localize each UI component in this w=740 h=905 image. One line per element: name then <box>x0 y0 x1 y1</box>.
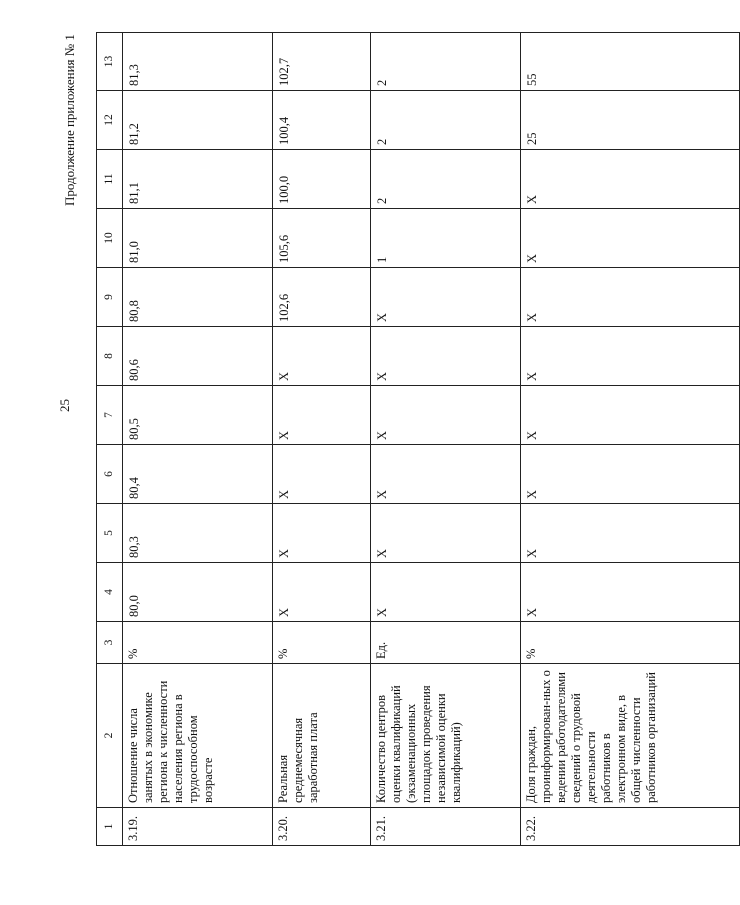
value-cell: X <box>520 327 739 386</box>
column-number: 9 <box>97 268 123 327</box>
column-number: 5 <box>97 504 123 563</box>
value-cell: 102,7 <box>272 33 371 91</box>
value-cell: X <box>520 209 739 268</box>
table-row <box>272 33 371 846</box>
value-cell: X <box>520 268 739 327</box>
table-row <box>371 33 521 846</box>
value-cell: 80,4 <box>122 445 272 504</box>
value-cell: 25 <box>520 91 739 150</box>
value-cell: X <box>371 327 521 386</box>
value-cell: X <box>520 504 739 563</box>
value-cell: 81,3 <box>122 33 272 91</box>
value-cell: X <box>371 563 521 622</box>
value-cell: X <box>371 504 521 563</box>
page-number: 25 <box>57 399 72 412</box>
value-cell: 55 <box>520 33 739 91</box>
table-row <box>122 33 272 846</box>
value-cell: 80,3 <box>122 504 272 563</box>
continuation-label: Продолжение приложения № 1 <box>62 34 77 206</box>
value-cell: 80,5 <box>122 386 272 445</box>
unit-cell: Ед. <box>371 622 521 664</box>
value-cell: 2 <box>371 150 521 209</box>
value-cell: X <box>272 386 371 445</box>
value-cell: 80,0 <box>122 563 272 622</box>
column-number: 3 <box>97 622 123 664</box>
value-cell: X <box>520 445 739 504</box>
table-body <box>97 33 740 846</box>
indicator-number: 3.22. <box>520 808 739 846</box>
value-cell: X <box>272 327 371 386</box>
value-cell: 1 <box>371 209 521 268</box>
value-cell: 81,0 <box>122 209 272 268</box>
indicator-name: Реальная среднемесячная заработная плата <box>272 664 371 808</box>
column-number: 13 <box>97 33 123 91</box>
unit-cell: % <box>520 622 739 664</box>
unit-cell: % <box>122 622 272 664</box>
value-cell: X <box>371 445 521 504</box>
indicator-number: 3.21. <box>371 808 521 846</box>
value-cell: X <box>272 563 371 622</box>
unit-cell: % <box>272 622 371 664</box>
value-cell: 80,8 <box>122 268 272 327</box>
value-cell: 81,1 <box>122 150 272 209</box>
column-number: 11 <box>97 150 123 209</box>
value-cell: 100,4 <box>272 91 371 150</box>
value-cell: 80,6 <box>122 327 272 386</box>
indicator-name: Количество центров оценки квалификаций (экзаменационных площадок проведения независимой оценки квалификаций) <box>371 664 521 808</box>
value-cell: X <box>272 504 371 563</box>
indicator-name: Доля граждан, проинформирован-ных о ведении работодателями сведений о трудовой деятельности работников в электронном виде, в общей численности работников организаций <box>520 664 739 808</box>
column-number: 10 <box>97 209 123 268</box>
value-cell: X <box>272 445 371 504</box>
indicator-name: Отношение числа занятых в экономике региона к численности населения региона в трудоспособном возрасте <box>122 664 272 808</box>
column-number: 12 <box>97 91 123 150</box>
value-cell: X <box>520 386 739 445</box>
value-cell: X <box>371 386 521 445</box>
value-cell: 2 <box>371 91 521 150</box>
indicators-table <box>96 33 740 846</box>
value-cell: 2 <box>371 33 521 91</box>
column-number: 1 <box>97 808 123 846</box>
value-cell: 81,2 <box>122 91 272 150</box>
table-row <box>520 33 739 846</box>
column-number: 8 <box>97 327 123 386</box>
value-cell: X <box>371 268 521 327</box>
indicator-number: 3.19. <box>122 808 272 846</box>
column-number: 7 <box>97 386 123 445</box>
column-number-row <box>97 33 123 846</box>
indicator-number: 3.20. <box>272 808 371 846</box>
value-cell: X <box>520 563 739 622</box>
value-cell: 102,6 <box>272 268 371 327</box>
value-cell: X <box>520 150 739 209</box>
value-cell: 100,0 <box>272 150 371 209</box>
column-number: 2 <box>97 664 123 808</box>
column-number: 6 <box>97 445 123 504</box>
value-cell: 105,6 <box>272 209 371 268</box>
column-number: 4 <box>97 563 123 622</box>
